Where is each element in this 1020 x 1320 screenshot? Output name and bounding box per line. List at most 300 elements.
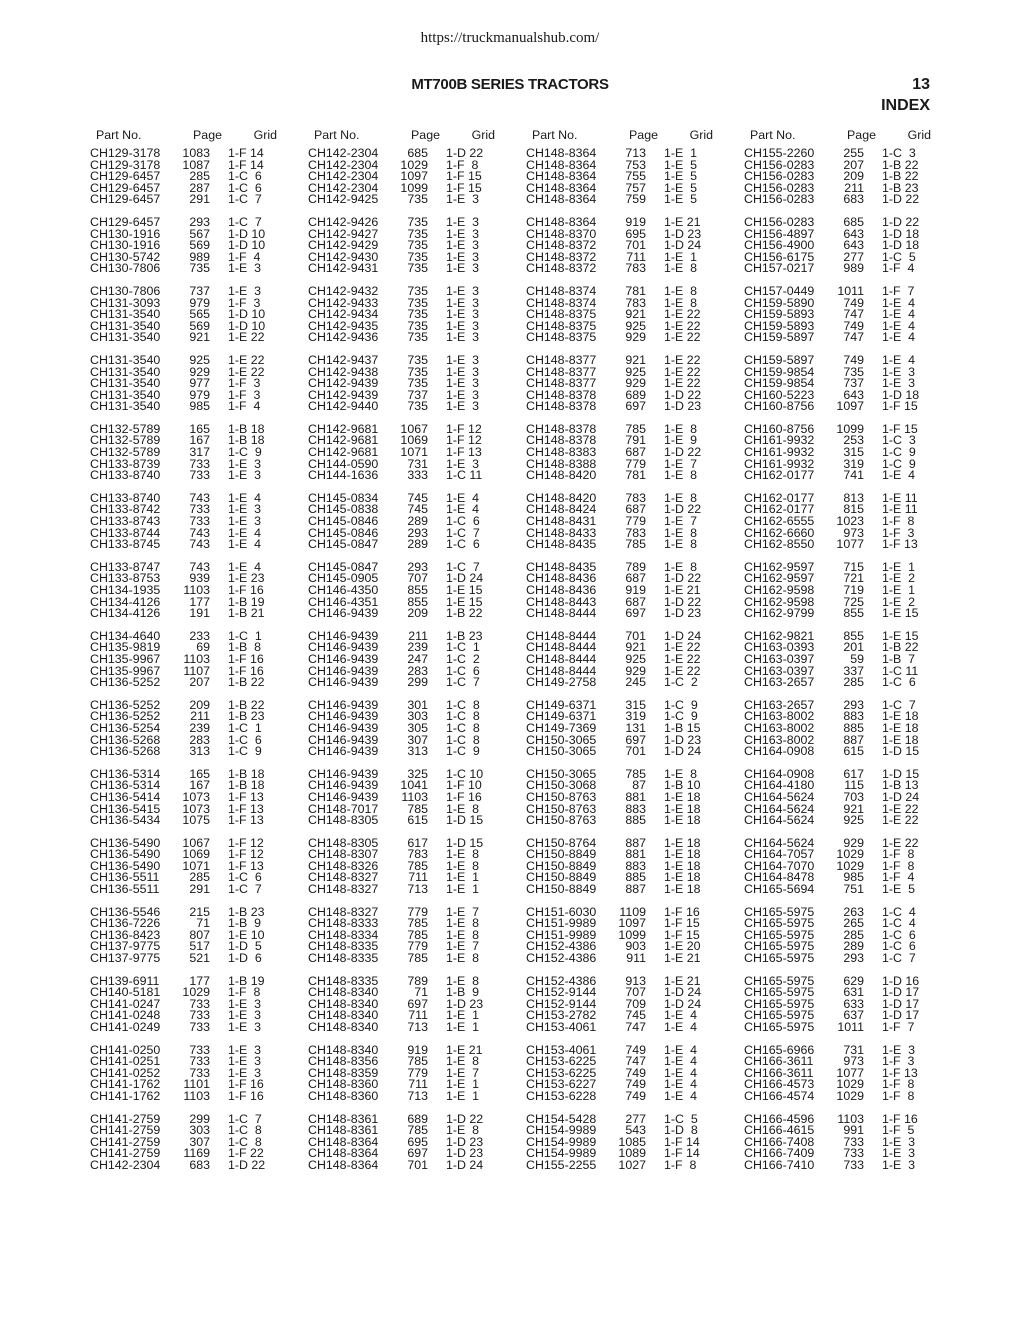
page-ref: 167 — [189, 433, 210, 448]
part-number: CH162-9821 — [744, 628, 815, 643]
part-number: CH146-9439 — [308, 766, 379, 781]
grid-ref: 1-E 4 — [664, 1077, 698, 1092]
grid-ref: 1-E 11 — [882, 502, 918, 517]
grid-ref: 1-F 12 — [446, 421, 482, 436]
page-ref: 921 — [189, 330, 210, 345]
page-ref: 703 — [843, 789, 864, 804]
index-column-4 — [744, 127, 949, 1183]
page-ref: 711 — [408, 870, 428, 885]
index-row — [744, 470, 949, 482]
grid-ref: 1-C 7 — [228, 1111, 262, 1126]
page-ref: 881 — [625, 847, 646, 862]
page-ref: 887 — [625, 882, 646, 897]
part-number: CH142-9437 — [308, 352, 379, 367]
part-number: CH165-5975 — [744, 904, 815, 919]
part-number: CH137-9775 — [90, 951, 161, 966]
page-ref: 721 — [843, 571, 864, 586]
grid-ref: 1-C 11 — [882, 663, 919, 678]
grid-ref: 1-E 3 — [228, 1020, 262, 1034]
index-column-3 — [526, 127, 731, 1183]
grid-ref: 1-F 7 — [882, 1020, 915, 1034]
part-number: CH164-5624 — [744, 789, 815, 804]
part-number: CH146-9439 — [308, 789, 379, 804]
page-ref: 307 — [407, 732, 428, 747]
grid-ref: 1-E 4 — [664, 1054, 698, 1069]
entry-group — [308, 214, 513, 276]
grid-ref: 1-E 3 — [446, 238, 480, 253]
page-ref: 913 — [625, 973, 646, 988]
page-ref: 735 — [407, 376, 428, 391]
page-ref: 1027 — [618, 1157, 646, 1172]
grid-ref: 1-C 6 — [882, 927, 916, 942]
part-number: CH146-9439 — [308, 744, 379, 759]
grid-ref: 1-E 22 — [664, 376, 701, 391]
page-ref: 1075 — [182, 813, 210, 828]
page-ref: 919 — [625, 214, 646, 229]
index-row — [308, 1157, 513, 1172]
page-header: Page — [629, 128, 658, 142]
part-number: CH142-9681 — [308, 433, 379, 448]
grid-ref: 1-E 4 — [882, 307, 916, 322]
page-ref: 615 — [407, 813, 428, 828]
index-row — [526, 332, 731, 344]
page-ref: 783 — [625, 295, 646, 310]
grid-ref: 1-D 23 — [446, 1134, 484, 1149]
part-number: CH165-5975 — [744, 985, 815, 1000]
part-number: CH148-8340 — [308, 1042, 379, 1057]
page-ref: 929 — [625, 663, 646, 678]
page-ref: 939 — [189, 571, 210, 586]
grid-ref: 1-C 9 — [882, 456, 916, 471]
part-number: CH142-9439 — [308, 387, 379, 402]
grid-ref: 1-F 5 — [882, 1123, 915, 1138]
page-ref: 1073 — [182, 801, 210, 816]
part-number: CH150-8763 — [526, 813, 597, 828]
grid-ref: 1-E 8 — [446, 927, 480, 942]
page-ref: 735 — [407, 238, 428, 253]
part-number: CH155-2260 — [744, 146, 815, 160]
part-number: CH152-4386 — [526, 973, 597, 988]
part-number: CH141-2759 — [90, 1123, 161, 1138]
grid-ref: 1-E 5 — [664, 169, 698, 184]
page-ref: 689 — [625, 387, 646, 402]
page-ref: 747 — [625, 1020, 646, 1034]
grid-ref: 1-D 23 — [664, 732, 702, 747]
page-ref: 643 — [843, 238, 864, 253]
part-number: CH161-9932 — [744, 433, 815, 448]
part-number: CH129-6457 — [90, 180, 161, 195]
page-ref: 921 — [625, 307, 646, 322]
page-ref: 215 — [189, 904, 210, 919]
page-ref: 239 — [407, 640, 428, 655]
part-number: CH136-5511 — [90, 882, 160, 897]
grid-ref: 1-E 22 — [664, 651, 701, 666]
entry-group — [744, 148, 949, 206]
grid-ref: 1-C 2 — [664, 675, 698, 690]
grid-ref: 1-E 21 — [446, 1042, 483, 1057]
page-ref: 929 — [625, 376, 646, 391]
part-number: CH152-4386 — [526, 939, 597, 954]
grid-ref: 1-E 1 — [882, 583, 916, 597]
part-number: CH141-2759 — [90, 1134, 161, 1149]
part-number: CH129-3178 — [90, 157, 161, 172]
grid-ref: 1-B 18 — [228, 766, 265, 781]
page-ref: 1169 — [183, 1146, 210, 1161]
part-number: CH136-5268 — [90, 732, 161, 747]
grid-ref: 1-F 13 — [882, 1065, 918, 1080]
page-ref: 333 — [407, 468, 428, 483]
part-number: CH145-0838 — [308, 502, 379, 517]
part-number: CH150-8849 — [526, 858, 597, 873]
part-number: CH144-0590 — [308, 456, 379, 471]
page-ref: 985 — [189, 399, 210, 414]
grid-ref: 1-F 8 — [228, 985, 261, 1000]
page-ref: 1041 — [400, 778, 428, 793]
page-ref: 1069 — [182, 847, 210, 862]
grid-ref: 1-D 24 — [664, 996, 702, 1011]
part-number: CH148-8443 — [526, 594, 597, 609]
part-number: CH148-8378 — [526, 433, 597, 448]
part-number: CH163-8002 — [744, 720, 815, 735]
page-ref: 749 — [625, 1088, 646, 1103]
part-number: CH162-9598 — [744, 583, 815, 597]
index-row — [90, 332, 295, 344]
page-ref: 285 — [843, 927, 864, 942]
grid-ref: 1-C 8 — [446, 697, 480, 712]
part-number: CH133-8740 — [90, 468, 161, 483]
page-ref: 713 — [407, 882, 428, 897]
page-ref: 747 — [625, 1054, 646, 1069]
source-url[interactable]: https://truckmanualshub.com/ — [420, 30, 600, 46]
grid-ref: 1-F 10 — [446, 778, 482, 793]
part-number: CH133-8739 — [90, 456, 161, 471]
page-ref: 685 — [843, 214, 864, 229]
part-no-header: Part No. — [96, 128, 142, 142]
index-row — [308, 470, 513, 482]
part-number: CH154-9989 — [526, 1123, 597, 1138]
page-ref: 301 — [407, 697, 428, 712]
grid-ref: 1-E 3 — [446, 399, 480, 414]
index-row — [308, 953, 513, 965]
grid-ref: 1-E 11 — [882, 490, 918, 505]
part-number: CH153-6225 — [526, 1065, 597, 1080]
grid-ref: 1-C 7 — [446, 675, 480, 690]
page-ref: 695 — [625, 226, 646, 241]
part-number: CH136-5414 — [90, 789, 161, 804]
page-ref: 1029 — [836, 858, 864, 873]
page-ref: 687 — [625, 594, 646, 609]
part-number: CH148-8361 — [308, 1123, 379, 1138]
index-row — [744, 194, 949, 206]
part-number: CH129-6457 — [90, 192, 161, 207]
page-ref: 1029 — [836, 1077, 864, 1092]
grid-ref: 1-E 8 — [664, 261, 698, 276]
part-number: CH165-5975 — [744, 939, 815, 954]
part-number: CH148-8340 — [308, 996, 379, 1011]
grid-ref: 1-E 3 — [882, 1042, 916, 1057]
document-title: MT700B SERIES TRACTORS — [411, 76, 609, 93]
page-ref: 785 — [625, 421, 646, 436]
page-ref: 747 — [843, 307, 864, 322]
page-ref: 305 — [407, 720, 428, 735]
grid-ref: 1-D 16 — [882, 973, 920, 988]
part-number: CH163-0397 — [744, 663, 815, 678]
part-number: CH162-0177 — [744, 468, 815, 483]
grid-ref: 1-C 10 — [446, 766, 484, 781]
grid-ref: 1-E 5 — [664, 192, 698, 207]
grid-ref: 1-E 1 — [446, 1088, 480, 1103]
part-number: CH164-5624 — [744, 813, 815, 828]
page-ref: 211 — [408, 628, 428, 643]
grid-ref: 1-F 15 — [882, 399, 918, 414]
section-title: INDEX — [881, 97, 930, 114]
grid-ref: 1-E 8 — [664, 283, 698, 298]
part-number: CH148-8372 — [526, 261, 597, 276]
page-ref: 701 — [625, 628, 646, 643]
page-ref: 785 — [407, 951, 428, 966]
part-number: CH144-1636 — [308, 468, 379, 483]
grid-ref: 1-D 22 — [664, 445, 702, 460]
grid-ref: 1-F 8 — [882, 1077, 915, 1092]
page-ref: 177 — [189, 594, 210, 609]
grid-ref: 1-C 5 — [664, 1111, 698, 1126]
page-ref: 733 — [189, 996, 210, 1011]
part-number: CH162-8550 — [744, 537, 815, 552]
part-number: CH142-9429 — [308, 238, 379, 253]
grid-ref: 1-E 8 — [664, 766, 698, 781]
index-row — [90, 953, 295, 965]
grid-ref: 1-C 6 — [446, 514, 480, 529]
index-row — [744, 608, 949, 620]
grid-ref: 1-E 18 — [664, 858, 701, 873]
grid-ref: 1-F 16 — [228, 1088, 264, 1103]
index-row — [744, 815, 949, 827]
part-number: CH148-8364 — [526, 180, 597, 195]
part-number: CH160-8756 — [744, 399, 815, 414]
grid-ref: 1-E 8 — [664, 490, 698, 505]
page-ref: 749 — [843, 352, 864, 367]
page-ref: 733 — [189, 502, 210, 517]
page-ref: 289 — [407, 514, 428, 529]
part-number: CH151-9989 — [526, 927, 597, 942]
page-ref: 71 — [414, 985, 428, 1000]
page-ref: 749 — [843, 295, 864, 310]
part-number: CH149-6371 — [526, 709, 597, 724]
page-ref: 245 — [625, 675, 646, 690]
page-ref: 883 — [625, 801, 646, 816]
page-ref: 713 — [407, 1088, 428, 1103]
page-ref: 567 — [189, 226, 210, 241]
grid-ref: 1-E 3 — [446, 318, 480, 333]
page-ref: 293 — [407, 525, 428, 540]
part-number: CH148-8372 — [526, 238, 597, 253]
page-ref: 285 — [189, 169, 210, 184]
part-number: CH150-3068 — [526, 778, 597, 793]
page-ref: 191 — [189, 606, 210, 621]
part-number: CH134-1935 — [90, 583, 161, 597]
grid-ref: 1-E 22 — [664, 318, 701, 333]
grid-ref: 1-E 4 — [664, 1020, 698, 1034]
grid-ref: 1-E 8 — [446, 973, 480, 988]
part-number: CH152-4386 — [526, 951, 597, 966]
index-row — [744, 1157, 949, 1172]
grid-ref: 1-D 10 — [228, 307, 266, 322]
part-number: CH160-5223 — [744, 387, 815, 402]
part-number: CH140-5181 — [90, 985, 161, 1000]
page-ref: 707 — [407, 571, 428, 586]
page-ref: 629 — [843, 973, 864, 988]
grid-ref: 1-F 7 — [882, 283, 915, 298]
grid-ref: 1-C 5 — [882, 249, 916, 264]
grid-ref: 1-E 3 — [228, 283, 262, 298]
part-number: CH142-2304 — [308, 157, 379, 172]
grid-ref: 1-E 3 — [882, 1157, 916, 1172]
part-number: CH156-0283 — [744, 169, 815, 184]
page-ref: 989 — [843, 261, 864, 276]
page-ref: 285 — [843, 675, 864, 690]
grid-ref: 1-C 6 — [882, 939, 916, 954]
part-number: CH162-9597 — [744, 571, 815, 586]
part-number: CH146-9439 — [308, 720, 379, 735]
part-number: CH142-9681 — [308, 445, 379, 460]
grid-ref: 1-E 3 — [228, 514, 262, 529]
grid-ref: 1-C 3 — [882, 146, 916, 160]
grid-ref: 1-E 22 — [882, 813, 919, 828]
grid-ref: 1-F 16 — [446, 789, 482, 804]
part-number: CH150-8849 — [526, 847, 597, 862]
page-ref: 885 — [843, 720, 864, 735]
part-number: CH165-5975 — [744, 951, 815, 966]
grid-ref: 1-D 15 — [882, 766, 920, 781]
page-ref: 695 — [407, 1134, 428, 1149]
page-ref: 303 — [189, 1123, 210, 1138]
page-ref: 737 — [189, 283, 210, 298]
page-ref: 319 — [625, 709, 646, 724]
part-number: CH142-9426 — [308, 214, 379, 229]
grid-ref: 1-D 15 — [446, 835, 484, 850]
part-number: CH141-2759 — [90, 1111, 161, 1126]
page-ref: 1103 — [837, 1111, 864, 1126]
entry-group — [308, 283, 513, 345]
grid-ref: 1-D 22 — [228, 1157, 266, 1172]
part-number: CH154-5428 — [526, 1111, 597, 1126]
grid-ref: 1-E 22 — [882, 801, 919, 816]
page-ref: 737 — [843, 376, 864, 391]
index-row — [744, 953, 949, 965]
page-ref: 929 — [843, 835, 864, 850]
grid-ref: 1-E 3 — [446, 192, 480, 207]
grid-ref: 1-E 1 — [882, 559, 916, 574]
entry-group — [526, 628, 731, 690]
grid-ref: 1-E 3 — [446, 295, 480, 310]
part-number: CH142-2304 — [308, 146, 379, 160]
page-ref: 313 — [189, 744, 210, 759]
grid-ref: 1-D 23 — [664, 399, 702, 414]
part-number: CH142-9431 — [308, 261, 379, 276]
grid-ref: 1-F 3 — [882, 1054, 915, 1069]
entry-group — [308, 1042, 513, 1103]
grid-ref: 1-F 4 — [228, 249, 261, 264]
grid-ref: 1-D 10 — [228, 318, 266, 333]
index-row — [308, 1088, 513, 1103]
grid-ref: 1-D 15 — [446, 813, 484, 828]
entry-group — [744, 490, 949, 552]
part-number: CH131-3540 — [90, 387, 161, 402]
index-row — [308, 1022, 513, 1034]
grid-ref: 1-E 5 — [664, 180, 698, 195]
page-ref: 689 — [407, 1111, 428, 1126]
page-ref: 779 — [625, 514, 646, 529]
page-ref: 749 — [625, 1065, 646, 1080]
page-ref: 731 — [843, 1042, 864, 1057]
page-ref: 277 — [843, 249, 864, 264]
grid-ref: 1-C 7 — [882, 697, 916, 712]
part-number: CH148-8327 — [308, 904, 379, 919]
grid-ref: 1-B 15 — [664, 720, 701, 735]
grid-ref: 1-E 22 — [664, 364, 701, 379]
grid-ref: 1-E 3 — [446, 214, 480, 229]
page-ref: 299 — [407, 675, 428, 690]
page-ref: 239 — [189, 720, 210, 735]
part-number: CH149-6371 — [526, 697, 597, 712]
part-number: CH148-8433 — [526, 525, 597, 540]
grid-ref: 1-F 8 — [882, 514, 915, 529]
part-number: CH165-5694 — [744, 882, 815, 897]
grid-ref: 1-E 7 — [664, 514, 698, 529]
index-column-1 — [90, 127, 295, 1183]
page-ref: 921 — [843, 801, 864, 816]
part-number: CH148-8374 — [526, 295, 597, 310]
part-number: CH146-9439 — [308, 628, 379, 643]
entry-group — [744, 835, 949, 897]
part-number: CH148-8378 — [526, 387, 597, 402]
grid-ref: 1-F 12 — [228, 847, 264, 862]
page-ref: 749 — [843, 318, 864, 333]
grid-ref: 1-E 5 — [664, 157, 698, 172]
grid-ref: 1-E 8 — [446, 916, 480, 931]
page-ref: 711 — [626, 249, 646, 264]
index-row — [744, 332, 949, 344]
entry-group — [526, 835, 731, 897]
index-row — [90, 608, 295, 620]
entry-group — [90, 973, 295, 1034]
grid-ref: 1-C 4 — [882, 904, 916, 919]
grid-ref: 1-E 22 — [664, 352, 701, 367]
index-row — [526, 677, 731, 689]
part-number: CH166-3611 — [744, 1054, 814, 1069]
part-number: CH142-2304 — [308, 169, 379, 184]
page-ref: 253 — [843, 433, 864, 448]
part-number: CH148-8375 — [526, 318, 597, 333]
page-ref: 287 — [189, 180, 210, 195]
grid-ref: 1-B 22 — [228, 697, 265, 712]
grid-ref: 1-D 17 — [882, 996, 920, 1011]
grid-ref: 1-E 3 — [446, 226, 480, 241]
entry-group — [744, 904, 949, 966]
page-ref: 1029 — [836, 1088, 864, 1103]
part-number: CH150-8849 — [526, 870, 597, 885]
page-ref: 201 — [843, 640, 864, 655]
page-ref: 785 — [625, 766, 646, 781]
entry-group — [308, 421, 513, 483]
part-number: CH142-9439 — [308, 376, 379, 391]
entry-group — [744, 283, 949, 345]
page-ref: 1097 — [618, 916, 646, 931]
page-ref: 707 — [625, 985, 646, 1000]
grid-ref: 1-F 13 — [228, 801, 264, 816]
grid-ref: 1-D 22 — [446, 1111, 484, 1126]
grid-ref: 1-E 18 — [664, 847, 701, 862]
